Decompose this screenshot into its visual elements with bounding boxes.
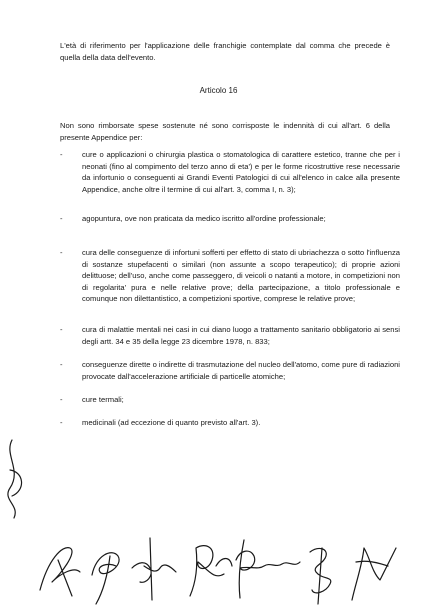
- list-item-text: cure termali;: [82, 395, 124, 404]
- list-dash: -: [60, 418, 63, 427]
- lead-paragraph: Non sono rimborsate spese sostenute né sono corrisposte le indennità di cui all'art. 6 della presente Appendice per:: [60, 121, 390, 142]
- list-item-text: agopuntura, ove non praticata da medico iscritto all'ordine professionale;: [82, 214, 326, 223]
- list-dash: -: [60, 325, 63, 334]
- list-item-text: medicinali (ad eccezione di quanto previsto all'art. 3).: [82, 418, 261, 427]
- signature-6: [310, 548, 331, 604]
- signature-4: [190, 546, 232, 596]
- list-dash: -: [60, 214, 63, 223]
- margin-scribble: [8, 440, 22, 518]
- list-item-text: cura di malattie mentali nei casi in cui diano luogo a trattamento sanitario obbligatorio ai sensi degli artt. 34 e 35 della legge 23 dicembre 1978, n. 833;: [82, 325, 400, 346]
- article-title: Articolo 16: [199, 86, 238, 95]
- signature-1: [40, 548, 80, 596]
- signature-3: [132, 538, 176, 600]
- signature-5: [236, 540, 300, 598]
- signature-7: [352, 548, 396, 600]
- list-item-text: conseguenze dirette o indirette di trasmutazione del nucleo dell'atomo, come pure di radiazioni provocate dall'accelerazione artificiale di particelle atomiche;: [82, 360, 400, 381]
- list-item-text: cure o applicazioni o chirurgia plastica o stomatologica di carattere estetico, tranne che per i neonati (fino al compimento del terzo anno di eta') e per le forme ricostruttive rese necessarie da infortunio o conseguenti ai Grandi Eventi Patologici di cui all'elenco in calce alla presente Appendice, anche oltre il termine di cui all'art. 3, comma I, n. 3);: [82, 150, 400, 194]
- intro-paragraph: L'età di riferimento per l'applicazione delle franchigie contemplate dal comma che precede è quella della data dell'evento.: [60, 41, 390, 62]
- list-dash: -: [60, 360, 63, 369]
- list-dash: -: [60, 395, 63, 404]
- list-dash: -: [60, 150, 63, 159]
- list-item-text: cura delle conseguenze di infortuni sofferti per effetto di stato di ubriachezza o sotto l'influenza di sostanze stupefacenti o similari (non assunte a scopo terapeutico); di proprie azioni delittuose; dell'uso, anche come passeggero, di veicoli o natanti a motore, in competizioni non di regolarita' pura e nelle relative prove; della partecipazione, a titolo professionale e comunque non dilettantistico, a competizioni sportive, comprese le relative prove;: [82, 248, 400, 303]
- list-dash: -: [60, 248, 63, 257]
- signature-2: [92, 553, 119, 604]
